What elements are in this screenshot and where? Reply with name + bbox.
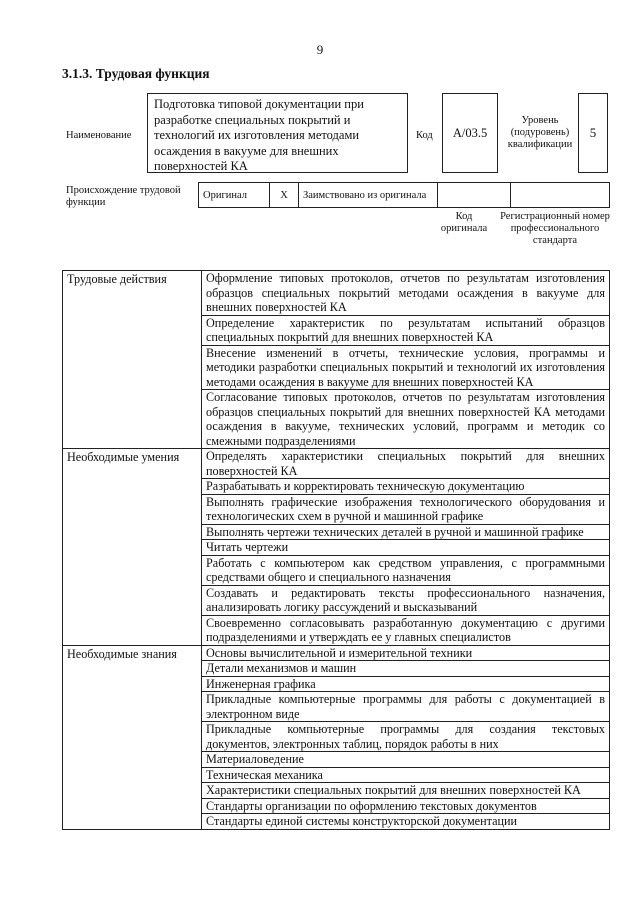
section-item: Определение характеристик по результатам испытаний образцов специальных покрытий для внешних поверхностей КА [202,315,610,345]
section-item: Прикладные компьютерные программы для работы с документацией в электронном виде [202,692,610,722]
section-item: Выполнять графические изображения технологического оборудования и технологических схем в ручной и машинной графике [202,494,610,524]
function-name-box: Подготовка типовой документации при разработке специальных покрытий и технологий их изготовления методами осаждения в вакууме для внешних поверхностей КА [147,93,408,173]
borrowed-label: Заимствовано из оригинала [299,183,438,208]
section-item: Создавать и редактировать тексты профессионального назначения, анализировать логику рассуждений и высказываний [202,585,610,615]
section-category: Необходимые умения [63,449,202,646]
section-item: Оформление типовых протоколов, отчетов по результатам изготовления образцов специальных покрытий методами осаждения в вакууме для внешних поверхностей КА [202,271,610,316]
qualification-level-label: Уровень (подуровень) квалификации [507,115,573,150]
name-label: Наименование [66,130,132,141]
section-item: Техническая механика [202,767,610,783]
code-original-cell [438,183,511,208]
qualification-level-box: 5 [578,93,608,173]
table-row [63,271,610,316]
original-label: Оригинал [199,183,270,208]
section-item: Детали механизмов и машин [202,661,610,677]
registration-number-cell [511,183,610,208]
section-category: Необходимые знания [63,645,202,829]
section-item: Читать чертежи [202,540,610,556]
section-item: Материаловедение [202,752,610,768]
section-category: Трудовые действия [63,271,202,449]
original-mark: X [270,183,299,208]
section-item: Основы вычислительной и измерительной техники [202,645,610,661]
section-item: Выполнять чертежи технических деталей в ручной и машинной графике [202,524,610,540]
section-item: Характеристики специальных покрытий для внешних поверхностей КА [202,783,610,799]
section-item: Стандарты единой системы конструкторской документации [202,814,610,830]
section-item: Определять характеристики специальных покрытий для внешних поверхностей КА [202,449,610,479]
section-item: Работать с компьютером как средством управления, с программными средствами общего и специального назначения [202,555,610,585]
section-item: Прикладные компьютерные программы для создания текстовых документов, электронных таблиц, порядок работы в них [202,722,610,752]
origin-table [198,182,610,208]
code-original-label: Код оригинала [440,211,488,234]
function-details-table [62,270,610,830]
page-number: 9 [316,42,324,57]
code-value-box: A/03.5 [442,93,498,173]
section-item: Стандарты организации по оформлению текстовых документов [202,798,610,814]
section-item: Внесение изменений в отчеты, технические условия, программы и методики разработки специальных покрытий и технологий их изготовления методами осаждения в вакууме для внешних поверхностей КА [202,345,610,390]
code-label: Код [416,130,433,141]
section-item: Согласование типовых протоколов, отчетов по результатам изготовления образцов специальных покрытий для внешних поверхностей КА методами осаждения в вакууме, технических условий, программ и методик со смежными подразделениями [202,390,610,449]
table-row [63,449,610,479]
section-item: Своевременно согласовывать разработанную документацию с другими подразделениями и утверждать ее у главных специалистов [202,615,610,645]
section-item: Инженерная графика [202,676,610,692]
section-title: 3.1.3. Трудовая функция [62,66,210,81]
table-row [63,645,610,661]
origin-label: Происхождение трудовой функции [66,185,181,208]
section-item: Разрабатывать и корректировать техническую документацию [202,479,610,495]
registration-number-label: Регистрационный номер профессионального стандарта [500,211,610,246]
